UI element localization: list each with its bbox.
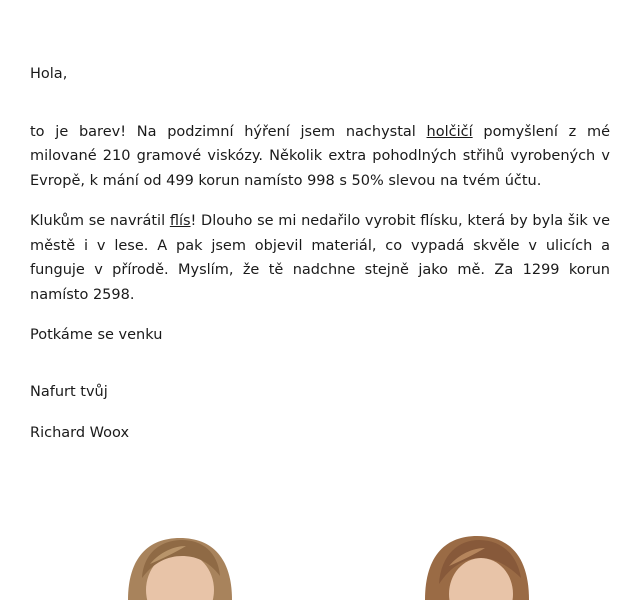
photo-model-right[interactable] — [385, 528, 565, 600]
intro-text-after: pomyšlení z mé milované 210 gramové viskózy. Několik extra pohodlných střihů vyrobených v Evropě, k mání od 499 korun namísto 998 s 50% slevou na tvém účtu. — [30, 123, 610, 189]
model-portrait-left-image — [90, 528, 270, 600]
greeting: Hola, — [30, 66, 68, 82]
flis-text-after: ! Dlouho se mi nedařilo vyrobit flísku, která by byla šik ve městě i v lese. A pak jsem objevil materiál, co vypadá skvěle v ulicích a funguje v přírodě. Myslím, že tě nadchne stejně jako mě. Za 1299 korun namísto 2598. — [30, 213, 610, 303]
photo-model-left[interactable] — [90, 528, 270, 600]
link-holcici[interactable]: holčičí — [426, 123, 473, 140]
signoff-line: Nafurt tvůj — [30, 383, 108, 400]
flis-text-before: Klukům se navrátil — [30, 213, 170, 229]
paragraph-flis — [30, 209, 610, 307]
email-body — [30, 62, 610, 446]
intro-text-before: to je barev! Na podzimní hýření jsem nachystal — [30, 123, 427, 140]
product-photos — [0, 528, 640, 600]
paragraph-intro — [30, 120, 610, 194]
closing-line: Potkáme se venku — [30, 327, 163, 343]
signature: Richard Woox — [30, 425, 130, 441]
link-flis[interactable]: flís — [169, 213, 191, 229]
model-portrait-right-image — [385, 528, 565, 600]
